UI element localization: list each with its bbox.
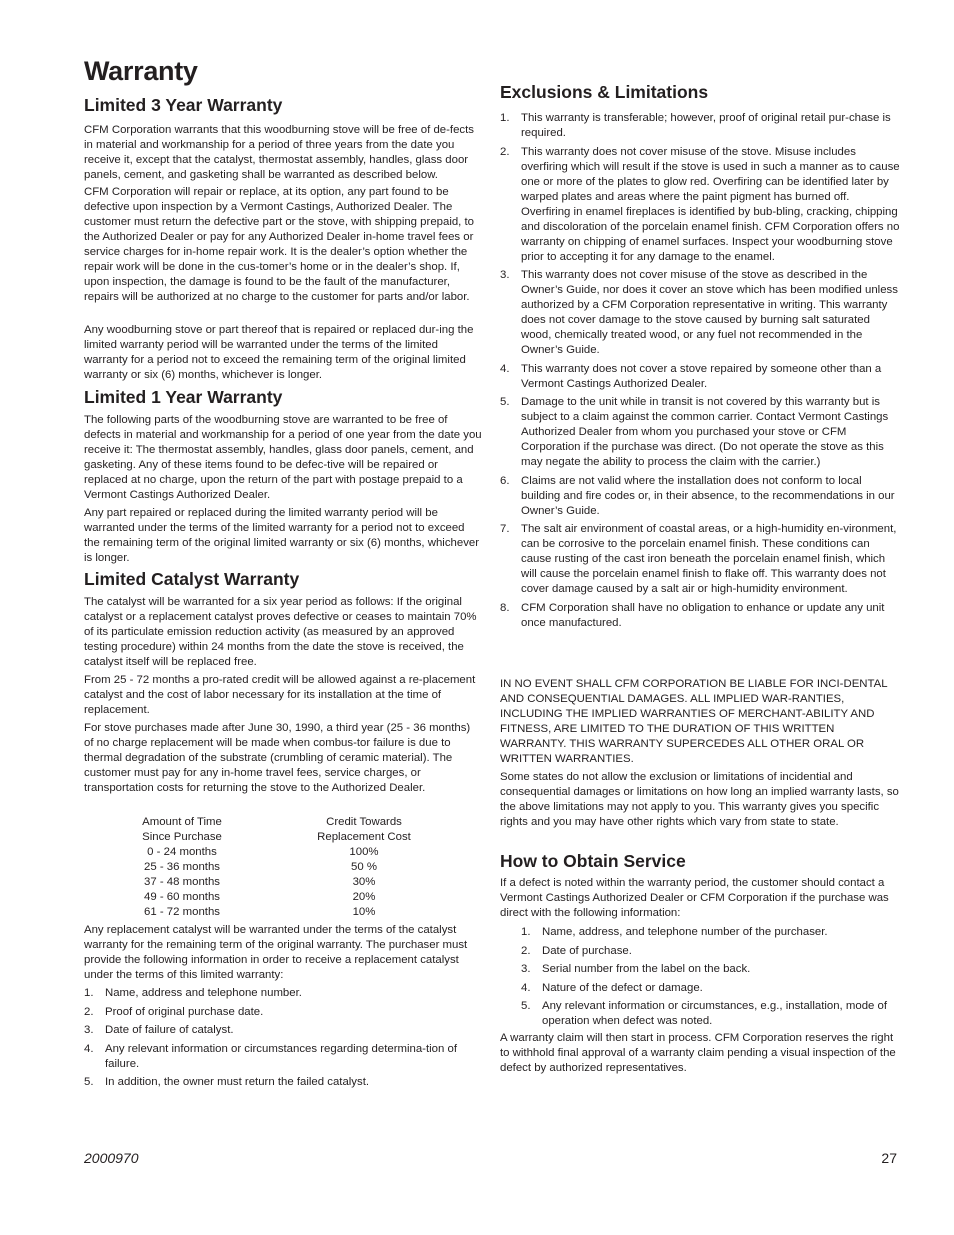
liability-disclaimer: IN NO EVENT SHALL CFM CORPORATION BE LIABLE FOR INCI-DENTAL AND CONSEQUENTIAL DAMAGES. ALL IMPLIED WAR-RANTIES, INCLUDING THE IMPLIED WARRANTIES OF MERCHANT-ABILITY AND FITNESS, ARE LIMITED TO THE DURATION OF THIS WRITTEN WARRANTY. THIS WARRANTY SUPERCEDES ALL OTHER ORAL OR WRITTEN WARRANTIES. <box>500 678 888 765</box>
service-heading: How to Obtain Service <box>500 851 686 871</box>
list-item: 1. This warranty is transferable; however, proof of original retail pur-chase is required. <box>500 112 891 139</box>
credit-table-header: Credit Towards <box>326 816 402 828</box>
table-cell-time: 37 - 48 months <box>144 876 220 888</box>
list-item: 2. Proof of original purchase date. <box>84 1005 264 1018</box>
credit-table-header: Since Purchase <box>142 831 222 843</box>
table-cell-time: 25 - 36 months <box>144 861 220 873</box>
credit-table-header: Replacement Cost <box>317 831 411 843</box>
credit-table-header-row <box>84 830 482 845</box>
page-number: 27 <box>881 1150 897 1166</box>
credit-table-header-row <box>84 815 482 830</box>
table-row <box>84 845 482 860</box>
service-p2: A warranty claim will then start in process. CFM Corporation reserves the right to withhold final approval of a warranty claim pending a visual inspection of the defect by authorized representatives. <box>500 1032 896 1074</box>
state-rights-paragraph: Some states do not allow the exclusion or limitations of incidential and consequential damages or limitations on how long an implied warranty lasts, so the above limitations may not apply to you. This warranty gives you specific rights and you may have other rights which vary from state to state. <box>500 771 899 828</box>
list-item: 3. Date of failure of catalyst. <box>84 1024 234 1036</box>
table-row <box>84 875 482 890</box>
list-item: 1. Name, address, and telephone number of the purchaser. <box>521 926 828 938</box>
exclusions-heading: Exclusions & Limitations <box>500 82 709 102</box>
catalyst-heading: Limited Catalyst Warranty <box>84 569 300 589</box>
table-cell-credit: 100% <box>349 846 379 858</box>
catalyst-p4: Any replacement catalyst will be warranted under the terms of the catalyst warranty for the remaining term of the original warranty. The purchaser must provide the following information in order to receive a replacement catalyst under the terms of this limited warranty: <box>84 924 468 981</box>
service-p1: If a defect is noted within the warranty period, the customer should contact a Vermont Castings Authorized Dealer or CFM Corporation if the purchase was direct with the following information: <box>500 877 889 919</box>
list-item: 5. Any relevant information or circumstances, e.g., installation, mode of operation when defect was noted. <box>521 1000 888 1027</box>
list-item: 5. Damage to the unit while in transit is not covered by this warranty but is subject to a claim against the common carrier. Contact Vermont Castings Authorized Dealer from whom you purchased your stove or CFM Corporation if the purchase was direct. (Do not operate the stove as this may negate the ability to process the claim with the carrier.) <box>500 396 889 468</box>
table-cell-credit: 50 % <box>351 861 377 873</box>
list-item: 7. The salt air environment of coastal areas, or a high-humidity en-vironment, can be corrosive to the porcelain enamel finish. These conditions can cause rusting of the cast iron beneath the porcelain enamel finish, which will cause the porcelain enamel finish to flake off. This warranty does not cover damage caused by a salt air or high-humidity environment. <box>500 523 897 595</box>
catalyst-info-list <box>84 986 482 1090</box>
catalyst-p2: From 25 - 72 months a pro-rated credit will be allowed against a re-placement catalyst and the cost of labor necessary for its installation at the time of replacement. <box>84 674 476 716</box>
credit-table-header: Amount of Time <box>142 816 222 828</box>
list-item: 3. Serial number from the label on the back. <box>521 963 751 975</box>
list-item: 2. Date of purchase. <box>521 944 632 957</box>
table-cell-time: 0 - 24 months <box>147 846 217 858</box>
table-cell-credit: 20% <box>352 891 376 903</box>
list-item: 4. This warranty does not cover a stove repaired by someone other than a Vermont Castings Authorized Dealer. <box>500 362 882 390</box>
limited-1-p1: The following parts of the woodburning stove are warranted to be free of defects in material and workmanship for a period of one year from the date you receive it: The thermostat assembly, handles, glass door panels, cement, and gasketing. Any of these items found to be defec-tive will be repaired or replaced at no charge, upon the return of the part with postage prepaid to a Vermont Castings Authorized Dealer. <box>84 414 482 501</box>
document-number: 2000970 <box>84 1150 139 1166</box>
credit-table <box>84 815 482 920</box>
catalyst-p1: The catalyst will be warranted for a six year period as follows: If the original catalyst or a replacement catalyst proves defective or ceases to maintain 70% of its particulate emission reduction activity (as measured by an approved testing procedure) within 24 months from the date the stove is received, the catalyst itself will be replaced free. <box>84 596 477 668</box>
list-item: 1. Name, address and telephone number. <box>84 987 302 999</box>
table-cell-credit: 10% <box>352 906 376 918</box>
limited-3-p1: CFM Corporation warrants that this woodburning stove will be free of de-fects in material and workmanship for a period of three years from the date you receive it, except that the catalyst, thermostat assembly, handles, glass door panels, cement, and gasketing shall be warranted as described below. <box>84 124 474 181</box>
service-info-list <box>521 925 900 1029</box>
limited-3-year-heading: Limited 3 Year Warranty <box>84 95 283 115</box>
table-cell-credit: 30% <box>352 876 376 888</box>
exclusions-list <box>500 111 900 631</box>
list-item: 4. Nature of the defect or damage. <box>521 981 703 994</box>
table-row <box>84 890 482 905</box>
table-row <box>84 905 482 920</box>
list-item: 5. In addition, the owner must return the failed catalyst. <box>84 1076 370 1088</box>
table-cell-time: 61 - 72 months <box>144 906 220 918</box>
page-title: Warranty <box>84 56 198 86</box>
list-item: 8. CFM Corporation shall have no obligation to enhance or update any unit once manufactured. <box>500 601 885 629</box>
limited-3-p2: CFM Corporation will repair or replace, at its option, any part found to be defective upon inspection by a Vermont Castings, Authorized Dealer. The customer must return the defective part or the stove, with shipping prepaid, to the Authorized Dealer or pay for any Authorized Dealer in-home travel fees or service charges for in-home repair work. It is the dealer’s option whether the repair work will be done in the cus-tomer’s home or in the dealer’s shop. If, upon inspection, the damage is found to be the fault of the manufacturer, repairs will be authorized at no charge to the customer for parts and/or labor. <box>84 186 475 303</box>
list-item: 4. Any relevant information or circumstances regarding determina-tion of failure. <box>84 1042 458 1070</box>
limited-1-year-heading: Limited 1 Year Warranty <box>84 387 283 407</box>
list-item: 6. Claims are not valid where the installation does not conform to local building and fire codes or, in their absence, to the recommendations in our Owner’s Guide. <box>500 474 895 517</box>
list-item: 2. This warranty does not cover misuse of the stove. Misuse includes overfiring which will result if the stove is used in such a manner as to cause one or more of the plates to glow red. Overfiring can be identified later by warped plates and areas where the paint pigment has burned off. Overfiring in enamel fireplaces is identified by bub-bling, cracking, chipping and discoloration of the porcelain enamel finish. CFM Corporation offers no warranty on chipping of enamel surfaces. Inspect your woodburning stove prior to accepting it for any damage to the enamel. <box>500 145 900 263</box>
limited-1-p2: Any part repaired or replaced during the limited warranty period will be warranted under the terms of the limited warranty for a period not to exceed the remaining term of the original limited warranty or six (6) months, whichever is longer. <box>84 507 480 564</box>
table-row <box>84 860 482 875</box>
limited-3-p3: Any woodburning stove or part thereof that is repaired or replaced dur-ing the limited warranty period will be warranted under the terms of the limited warranty for a period not to exceed the remaining term of the original limited warranty or six (6) months, whichever is longer. <box>84 324 474 381</box>
table-cell-time: 49 - 60 months <box>144 891 220 903</box>
list-item: 3. This warranty does not cover misuse of the stove as described in the Owner’s Guide, nor does it cover an stove which has been modified unless authorized by a CFM Corporation representative in writing. This warranty does not cover damage to the stove caused by burning salt saturated wood, chemically treated wood, or any fuel not recommended in the Owner’s Guide. <box>500 269 898 356</box>
catalyst-p3: For stove purchases made after June 30, 1990, a third year (25 - 36 months) of no charge replacement will be made when combus-tor failure is due to thermal degradation of the substrate (crumbling of ceramic material). The customer must pay for any in-home travel fees, service charges, or transportation costs for returning the stove to the Authorized Dealer. <box>84 722 471 794</box>
